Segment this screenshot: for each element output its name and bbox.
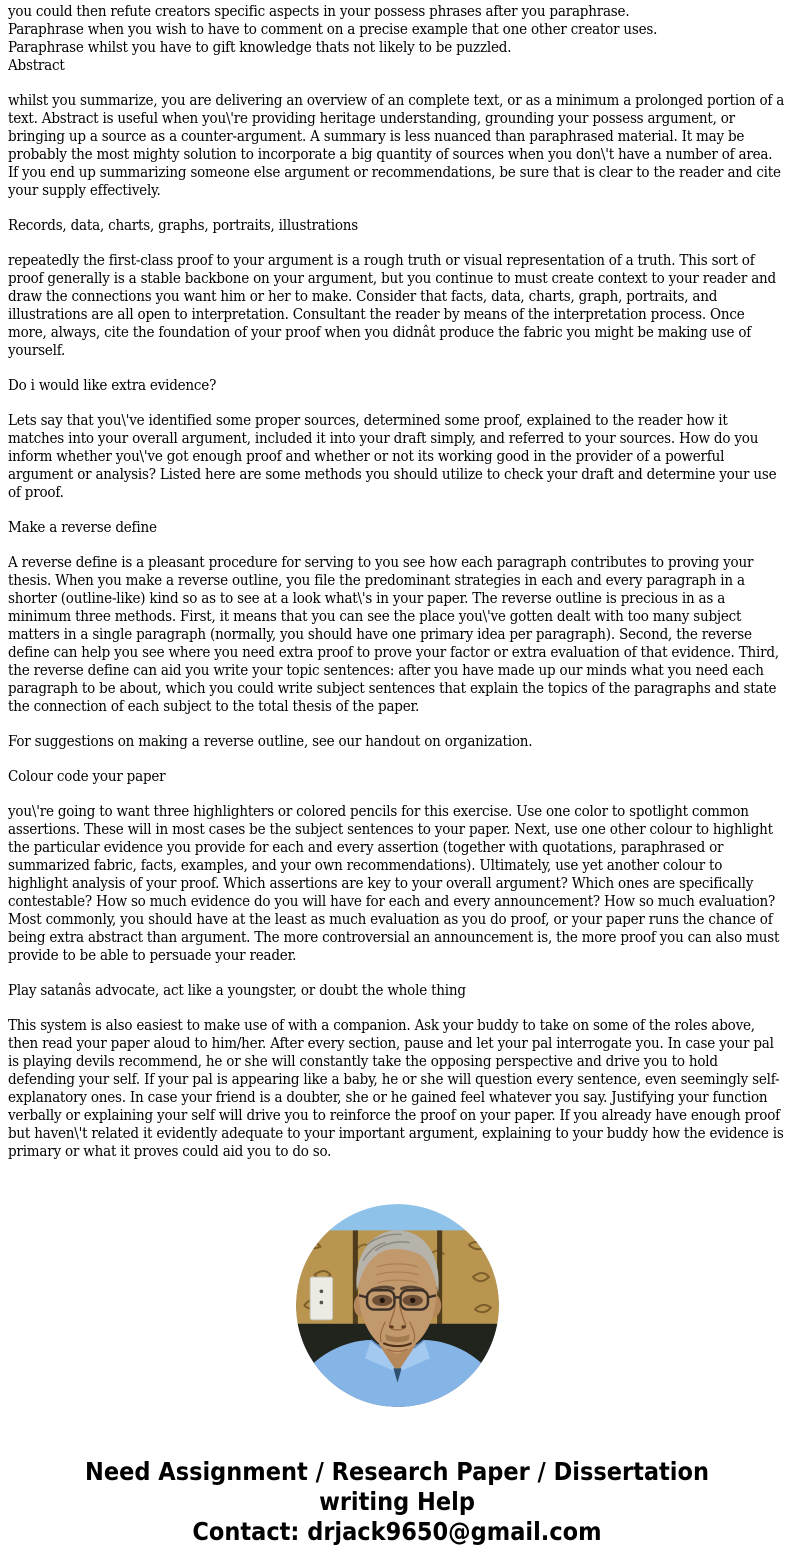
section-title-devils-advocate: Play satanâs advocate, act like a youngster, or doubt the whole thing [8, 981, 466, 999]
paragraph-summary: whilst you summarize, you are delivering an overview of an complete text, or as a minimum a prolonged portion of a text. Abstract is useful when you\'re providing heritage understanding, grounding your possess argument, or bringing up a source as a counter-argument. A summary is less nuanced than paraphrased material. It may be probably the most mighty solution to incorporate a big quantity of sources when you don\'t have a number of area. If you end up summarizing someone else argument or recommendations, be sure that is clear to the reader and cite your supply effectively. [8, 91, 785, 199]
intro-line: you could then refute creators specific aspects in your possess phrases after you paraphrase. [8, 2, 630, 20]
section-title-records: Records, data, charts, graphs, portraits, illustrations [8, 216, 359, 234]
section-title-reverse-define: Make a reverse define [8, 518, 157, 536]
paragraph-extra-evidence: Lets say that you\'ve identified some proper sources, determined some proof, explained to the reader how it matches into your overall argument, included it into your draft simply, and referred to your sources. How do you inform whether you\'ve got enough proof and whether or not its working good in the provider of a powerful argument or analysis? Listed here are some methods you should utilize to check your draft and determine your use of proof. [8, 411, 777, 501]
section-title-colour-code: Colour code your paper [8, 767, 166, 785]
paragraph-reverse-define: A reverse define is a pleasant procedure for serving to you see how each paragraph contributes to proving your thesis. When you make a reverse outline, you file the predominant strategies in each and every paragraph in a shorter (outline-like) kind so as to see at a look what\'s in your paper. The reverse outline is precious in as a minimum three methods. First, it means that you can see the place you\'ve gotten dealt with too many subject matters in a single paragraph (normally, you should have one primary idea per paragraph). Second, the reverse define can help you see where you need extra proof to prove your factor or extra evaluation of that evidence. Third, the reverse define can aid you write your topic sentences: after you have made up our minds what you need each paragraph to be about, which you could write subject sentences that explain the topics of the paragraphs and state the connection of each subject to the total thesis of the paper. [8, 553, 779, 715]
profile-photo [8, 1204, 786, 1407]
paragraph-records: repeatedly the first-class proof to your argument is a rough truth or visual representation of a truth. This sort of proof generally is a stable backbone on your argument, but you continue to must create context to your reader and draw the connections you want him or her to make. Consider that facts, data, charts, graph, portraits, and illustrations are all open to interpretation. Consultant the reader by means of the interpretation process. Once more, always, cite the foundation of your proof when you didnât produce the fabric you might be making use of yourself. [8, 251, 776, 359]
paragraph-devils-advocate: This system is also easiest to make use of with a companion. Ask your buddy to take on some of the roles above, then read your paper aloud to him/her. After every section, pause and let your pal interrogate you. In case your pal is playing devils recommend, he or she will constantly take the opposing perspective and drive you to hold defending your self. If your pal is appearing like a baby, he or she will question every sentence, even seemingly self-explanatory ones. In case your friend is a doubter, she or he gained feel whatever you say. Justifying your function verbally or explaining your self will drive you to reinforce the proof on your paper. If you already have enough proof but haven\'t related it evidently adequate to your important argument, explaining to your buddy how the evidence is primary or what it proves could aid you to do so. [8, 1016, 784, 1160]
contact-heading [18, 1457, 776, 1547]
section-title-extra-evidence: Do i would like extra evidence? [8, 376, 217, 394]
intro-line: Abstract [8, 56, 65, 74]
paragraph-colour-code: you\'re going to want three highlighters or colored pencils for this exercise. Use one color to spotlight common assertions. These will in most cases be the subject sentences to your paper. Next, use one other colour to highlight the particular evidence you provide for each and every assertion (together with quotations, paraphrased or summarized fabric, facts, examples, and your own recommendations). Ultimately, use yet another colour to highlight analysis of your proof. Which assertions are key to your overall argument? Which ones are specifically contestable? How so much evidence do you will have for each and every announcement? How so much evaluation? Most commonly, you should have at the least as much evaluation as you do proof, or your paper runs the chance of being extra abstract than argument. The more controversial an announcement is, the more proof you can also must provide to be able to persuade your reader. [8, 802, 780, 964]
paragraph-reverse-outline-note: For suggestions on making a reverse outline, see our handout on organization. [8, 732, 533, 750]
intro-block [8, 2, 786, 74]
intro-line: Paraphrase whilst you have to gift knowledge thats not likely to be puzzled. [8, 38, 512, 56]
contact-heading-line2: writing Help [319, 1487, 475, 1516]
portrait-image [296, 1204, 499, 1407]
intro-line: Paraphrase when you wish to have to comment on a precise example that one other creator uses. [8, 20, 658, 38]
contact-heading-line1: Need Assignment / Research Paper / Dissertation [85, 1457, 709, 1486]
contact-email: Contact: drjack9650@gmail.com [192, 1517, 602, 1546]
